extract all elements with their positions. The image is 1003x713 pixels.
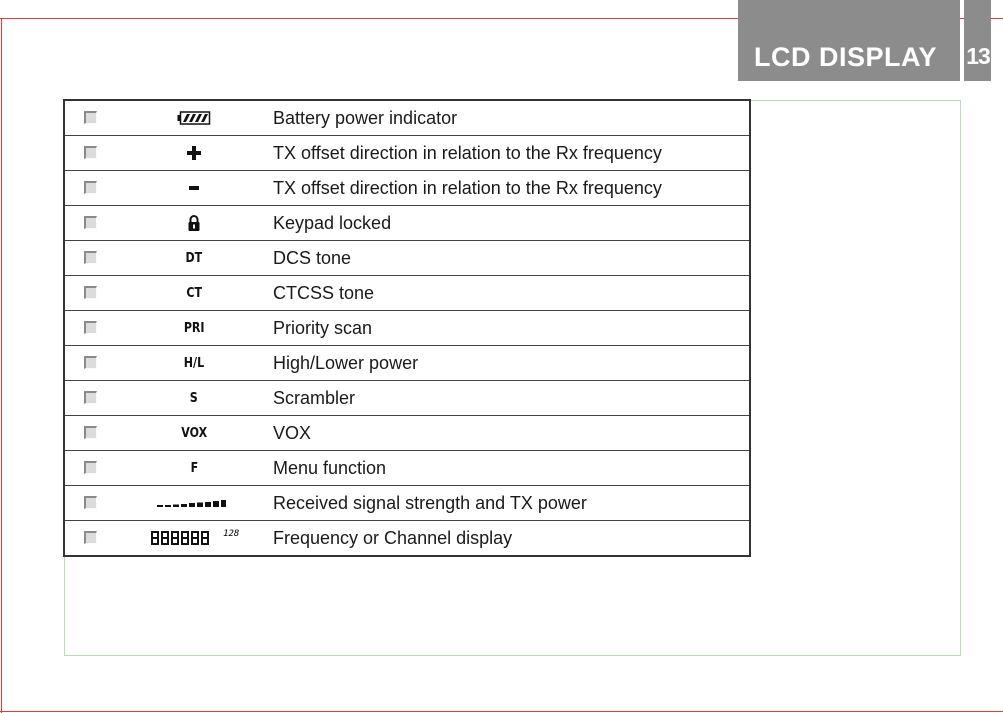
table-row xyxy=(64,276,750,311)
table-row xyxy=(64,346,750,381)
bullet-square xyxy=(84,426,97,439)
bullet-square xyxy=(84,461,97,474)
row-description: High/Lower power xyxy=(273,346,750,381)
table-row xyxy=(64,521,750,557)
row-description: Frequency or Channel display xyxy=(273,521,750,557)
battery-icon xyxy=(177,111,211,125)
row-description: Battery power indicator xyxy=(273,107,458,128)
row-description: Scrambler xyxy=(273,381,750,416)
lcd-symbol-table xyxy=(63,99,751,557)
page-title: LCD DISPLAY xyxy=(754,42,938,72)
table-row xyxy=(64,100,750,136)
bottom-trim-line xyxy=(0,711,1003,712)
bullet-square xyxy=(84,391,97,404)
priority-scan-symbol: PRI xyxy=(183,321,205,336)
bullet-square xyxy=(84,251,97,264)
bullet-square xyxy=(84,531,97,544)
row-description: Received signal strength and TX power xyxy=(273,486,750,521)
row-description: TX offset direction in relation to the Rx frequency xyxy=(273,136,750,171)
row-description: DCS tone xyxy=(273,241,750,276)
lock-icon xyxy=(187,214,201,232)
bullet-square xyxy=(84,286,97,299)
table-row xyxy=(64,416,750,451)
page-number: 13 xyxy=(966,43,990,69)
table-row xyxy=(64,451,750,486)
bullet-square xyxy=(84,321,97,334)
table-row xyxy=(64,241,750,276)
row-description: VOX xyxy=(273,416,750,451)
channel-number-label: 128 xyxy=(223,528,240,539)
signal-bars-icon xyxy=(157,498,231,508)
row-description: Keypad locked xyxy=(273,206,750,241)
table-row xyxy=(64,381,750,416)
table-row xyxy=(64,136,750,171)
row-description: Menu function xyxy=(273,451,750,486)
bullet-square xyxy=(84,146,97,159)
minus-icon xyxy=(186,180,202,196)
row-description: TX offset direction in relation to the Rx frequency xyxy=(273,171,750,206)
bullet-square xyxy=(84,496,97,509)
bullet-square xyxy=(84,216,97,229)
row-description: CTCSS tone xyxy=(273,276,750,311)
left-trim-line xyxy=(1,18,2,713)
function-symbol: F xyxy=(190,461,198,476)
table-row xyxy=(64,206,750,241)
table-row xyxy=(64,171,750,206)
table-row xyxy=(64,311,750,346)
bullet-square xyxy=(84,356,97,369)
scrambler-symbol: S xyxy=(190,391,198,406)
plus-icon xyxy=(186,145,202,161)
table-row xyxy=(64,486,750,521)
row-description: Priority scan xyxy=(273,311,750,346)
power-level-symbol: H/L xyxy=(183,356,205,371)
ctcss-tone-symbol: CT xyxy=(186,286,202,301)
vox-symbol: VOX xyxy=(181,426,207,441)
bullet-square xyxy=(84,111,97,124)
segment-display-icon xyxy=(149,529,215,547)
dcs-tone-symbol: DT xyxy=(185,251,203,266)
bullet-square xyxy=(84,181,97,194)
